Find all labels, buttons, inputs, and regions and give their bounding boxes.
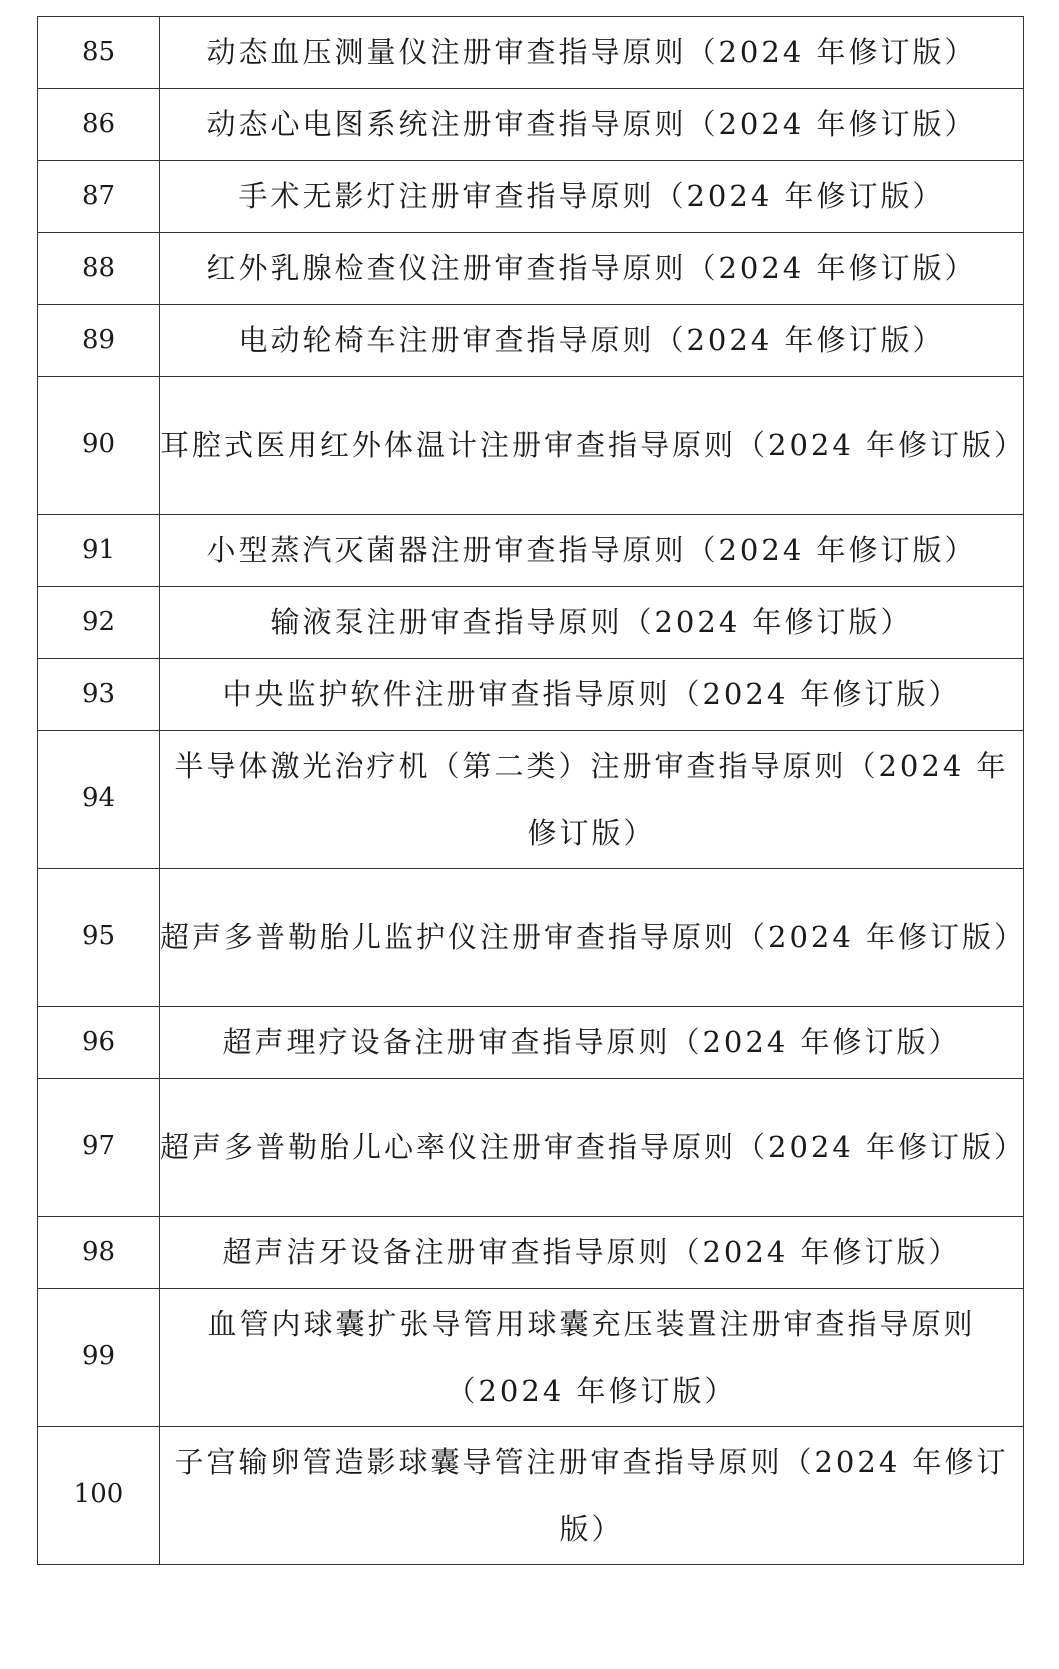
guideline-name: 动态血压测量仪注册审查指导原则（2024 年修订版） [160, 17, 1024, 89]
table-row [38, 233, 1024, 305]
table-row [38, 1007, 1024, 1079]
row-number: 89 [81, 325, 116, 355]
guideline-name: 半导体激光治疗机（第二类）注册审查指导原则（2024 年修订版） [160, 731, 1024, 869]
table-row [38, 1217, 1024, 1289]
table-row [38, 1289, 1024, 1427]
table-row [38, 659, 1024, 731]
row-number-cell [38, 1427, 160, 1565]
row-number: 95 [81, 921, 116, 951]
table-row [38, 305, 1024, 377]
row-number-cell [38, 1007, 160, 1079]
row-number-cell [38, 305, 160, 377]
row-number: 97 [81, 1131, 116, 1161]
guideline-name: 超声多普勒胎儿监护仪注册审查指导原则（2024 年修订版） [160, 869, 1024, 1007]
row-number-cell [38, 17, 160, 89]
row-number: 85 [81, 37, 116, 67]
table-row [38, 587, 1024, 659]
guideline-name: 子宫输卵管造影球囊导管注册审查指导原则（2024 年修订版） [160, 1427, 1024, 1565]
row-number-cell [38, 1289, 160, 1427]
row-number-cell [38, 869, 160, 1007]
row-number: 94 [81, 783, 116, 813]
guideline-name: 超声理疗设备注册审查指导原则（2024 年修订版） [160, 1007, 1024, 1079]
row-number-cell [38, 515, 160, 587]
row-number-cell [38, 587, 160, 659]
row-number: 90 [81, 429, 116, 459]
row-number-cell [38, 659, 160, 731]
table-row [38, 377, 1024, 515]
guideline-name: 血管内球囊扩张导管用球囊充压装置注册审查指导原则（2024 年修订版） [160, 1289, 1024, 1427]
table-row [38, 515, 1024, 587]
row-number: 98 [81, 1237, 116, 1267]
guideline-table [37, 16, 1027, 1565]
guideline-name: 动态心电图系统注册审查指导原则（2024 年修订版） [160, 89, 1024, 161]
row-number-cell [38, 377, 160, 515]
guideline-name: 中央监护软件注册审查指导原则（2024 年修订版） [160, 659, 1024, 731]
row-number-cell [38, 89, 160, 161]
row-number: 100 [73, 1479, 124, 1509]
guideline-name: 超声多普勒胎儿心率仪注册审查指导原则（2024 年修订版） [160, 1079, 1024, 1217]
row-number: 87 [81, 181, 116, 211]
table-row [38, 1427, 1024, 1565]
row-number: 91 [81, 535, 116, 565]
row-number: 92 [81, 607, 116, 637]
row-number-cell [38, 1079, 160, 1217]
row-number: 88 [81, 253, 116, 283]
table-row [38, 161, 1024, 233]
row-number: 93 [81, 679, 116, 709]
table-row [38, 731, 1024, 869]
row-number-cell [38, 233, 160, 305]
guideline-name: 耳腔式医用红外体温计注册审查指导原则（2024 年修订版） [160, 377, 1024, 515]
table-row [38, 1079, 1024, 1217]
row-number-cell [38, 731, 160, 869]
row-number: 86 [81, 109, 116, 139]
guideline-name: 电动轮椅车注册审查指导原则（2024 年修订版） [160, 305, 1024, 377]
row-number: 99 [81, 1341, 116, 1371]
guideline-name: 红外乳腺检查仪注册审查指导原则（2024 年修订版） [160, 233, 1024, 305]
row-number-cell [38, 1217, 160, 1289]
table-row [38, 89, 1024, 161]
row-number-cell [38, 161, 160, 233]
table-row [38, 17, 1024, 89]
guideline-name: 小型蒸汽灭菌器注册审查指导原则（2024 年修订版） [160, 515, 1024, 587]
table-row [38, 869, 1024, 1007]
guideline-name: 输液泵注册审查指导原则（2024 年修订版） [160, 587, 1024, 659]
guideline-name: 手术无影灯注册审查指导原则（2024 年修订版） [160, 161, 1024, 233]
guideline-name: 超声洁牙设备注册审查指导原则（2024 年修订版） [160, 1217, 1024, 1289]
row-number: 96 [81, 1027, 116, 1057]
